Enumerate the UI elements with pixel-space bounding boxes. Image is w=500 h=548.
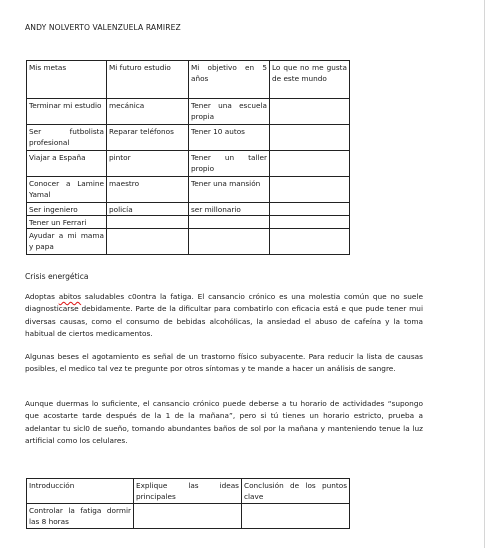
table-cell: Ser futbolista profesional: [27, 125, 107, 151]
table-cell: maestro: [107, 177, 189, 203]
table-row: [27, 504, 350, 529]
table-cell: [242, 504, 350, 529]
table-row: [27, 151, 350, 177]
spelling-error-word: abitos: [58, 292, 82, 301]
table-cell: [107, 216, 189, 229]
table-cell: [107, 229, 189, 255]
article-paragraph: Aunque duermas lo suficiente, el cansancio crónico puede deberse a tu horario de actividades “supongo que acostarte tarde después de la 1 de la mañana”, pero si tú tienes un horario estricto, prueba a adelantar tu sicl0 de sueño, tomando abundantes baños de sol por la mañana y manteniendo tenue la luz artificial como los celulares.: [25, 399, 423, 445]
table-cell: [270, 229, 350, 255]
article-paragraph: [25, 291, 423, 340]
table-cell: Terminar mi estudio: [27, 99, 107, 125]
table-cell: Tener un Ferrari: [27, 216, 107, 229]
goals-table: [26, 60, 350, 255]
table-cell: Tener 10 autos: [189, 125, 270, 151]
table-header-row: [27, 479, 350, 504]
table-cell: Ayudar a mi mama y papa: [27, 229, 107, 255]
table-cell: Tener una mansión: [189, 177, 270, 203]
table-row: [27, 125, 350, 151]
table-header-cell: Mi futuro estudio: [107, 61, 189, 99]
article-heading: Crisis energética: [25, 272, 89, 281]
table-cell: [270, 99, 350, 125]
table-header-cell: Mi objetivo en 5 años: [189, 61, 270, 99]
table-cell: [270, 151, 350, 177]
table-cell: [134, 504, 242, 529]
table-header-cell: Explique las ideas principales: [134, 479, 242, 504]
table-header-cell: Introducción: [27, 479, 134, 504]
table-cell: Tener una escuela propia: [189, 99, 270, 125]
table-row: [27, 99, 350, 125]
table-row: [27, 216, 350, 229]
paragraph-text: saludables c0ontra la fatiga. El cansancio crónico es una molestia común que no suele diagnosticarse debidamente. Parte de la dificultar para combatirlo con eficacia está e que pude tener mui diversas causas, como el consumo de bebidas alcohólicas, la ansiedad el abuso de cafeína y la toma habitual de ciertos medicamentos.: [25, 292, 423, 338]
page-edge: [484, 0, 485, 548]
table-cell: pintor: [107, 151, 189, 177]
article-paragraph: Algunas beses el agotamiento es señal de un trastorno físico subyacente. Para reducir la lista de causas posibles, el medico tal vez te pregunte por otros síntomas y te mande a hacer un análisis de sangre.: [25, 352, 423, 374]
table-cell: [270, 125, 350, 151]
table-row: [27, 203, 350, 216]
table-cell: Ser ingeniero: [27, 203, 107, 216]
table-cell: [189, 229, 270, 255]
table-cell: Viajar a España: [27, 151, 107, 177]
table-row: [27, 177, 350, 203]
table-cell: Reparar teléfonos: [107, 125, 189, 151]
table-header-row: [27, 61, 350, 99]
table-cell: [270, 216, 350, 229]
table-cell: Tener un taller propio: [189, 151, 270, 177]
table-cell: ser millonario: [189, 203, 270, 216]
table-cell: policía: [107, 203, 189, 216]
table-cell: Controlar la fatiga dormir las 8 horas: [27, 504, 134, 529]
author-name: ANDY NOLVERTO VALENZUELA RAMIREZ: [25, 23, 181, 32]
table-header-cell: Lo que no me gusta de este mundo: [270, 61, 350, 99]
essay-table: [26, 478, 350, 529]
table-cell: [189, 216, 270, 229]
paragraph-text: Adoptas: [25, 292, 59, 301]
table-cell: Conocer a Lamine Yamal: [27, 177, 107, 203]
table-header-cell: Mis metas: [27, 61, 107, 99]
table-cell: [270, 203, 350, 216]
table-row: [27, 229, 350, 255]
table-cell: [270, 177, 350, 203]
table-header-cell: Conclusión de los puntos clave: [242, 479, 350, 504]
table-cell: mecánica: [107, 99, 189, 125]
